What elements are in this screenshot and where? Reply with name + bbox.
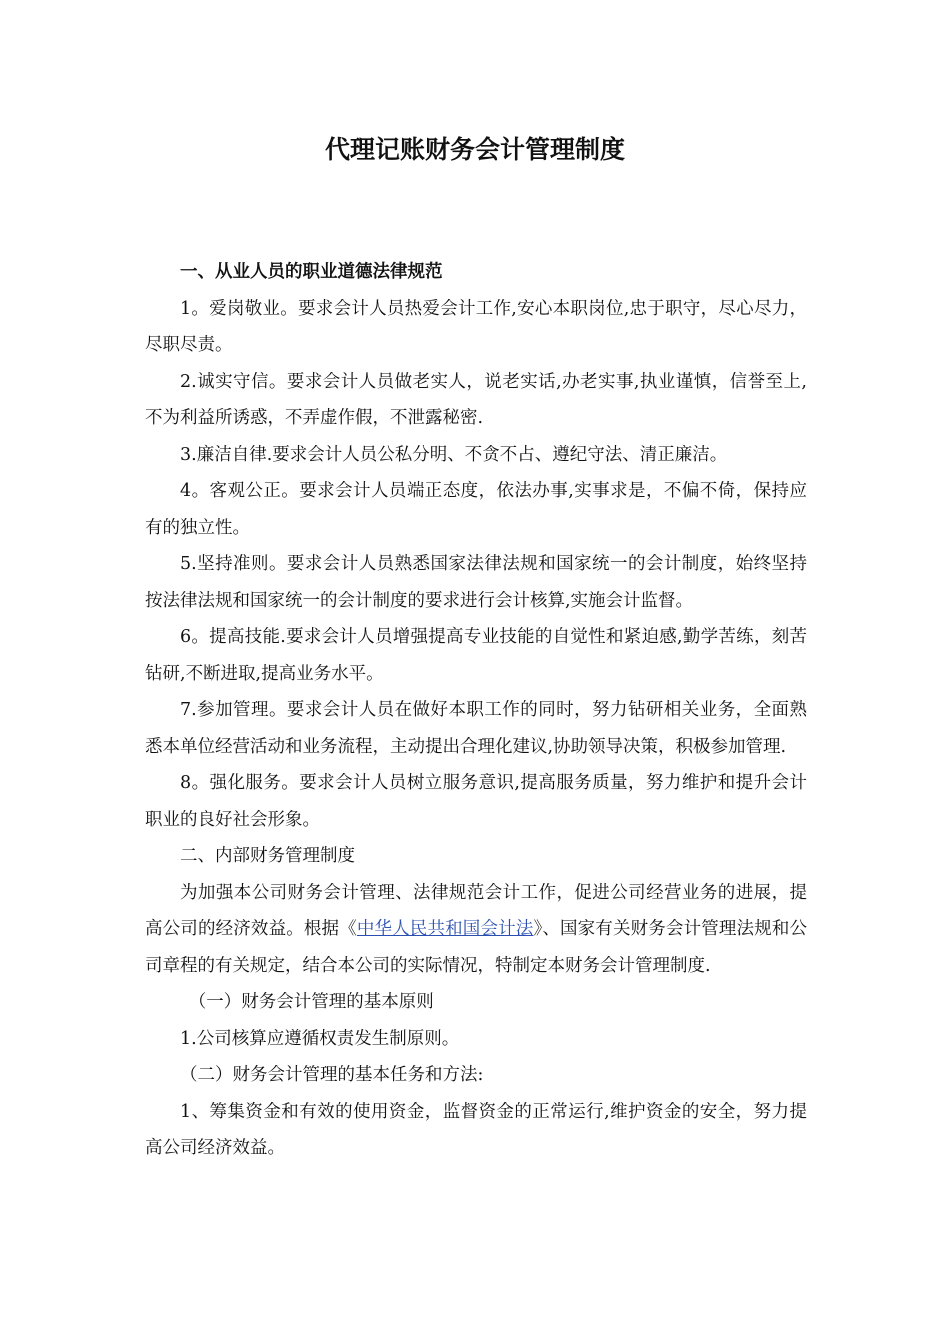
section-heading-1: 一、从业人员的职业道德法律规范 <box>180 262 443 282</box>
paragraph-item-6: 6。提高技能.要求会计人员增强提高专业技能的自觉性和紧迫感,勤学苦练，刻苦钻研,不断进取,提高业务水平。 <box>145 627 807 684</box>
document-title: 代理记账财务会计管理制度 <box>324 135 625 164</box>
document-body <box>145 254 807 1167</box>
paragraph-item-7: 7.参加管理。要求会计人员在做好本职工作的同时，努力钻研相关业务，全面熟悉本单位经营活动和业务流程，主动提出合理化建议,协助领导决策，积极参加管理. <box>145 700 807 757</box>
accounting-law-link[interactable]: 中华人民共和国会计法 <box>356 919 534 939</box>
paragraph-item-3: 3.廉洁自律.要求会计人员公私分明、不贪不占、遵纪守法、清正廉洁。 <box>180 444 728 465</box>
paragraph-item-1: 1。爱岗敬业。要求会计人员热爱会计工作,安心本职岗位,忠于职守，尽心尽力，尽职尽责。 <box>145 298 807 355</box>
paragraph-item-8: 8。强化服务。要求会计人员树立服务意识,提高服务质量，努力维护和提升会计职业的良好社会形象。 <box>145 773 807 830</box>
intro-text-before-link: 为加强本公司财务会计管理、法律规范会计工作，促进公司经营业务的进展，提高公司的经济效益。根据《 <box>145 882 807 939</box>
paragraph-item-2: 2.诚实守信。要求会计人员做老实人，说老实话,办老实事,执业谨慎，信誉至上,不为利益所诱惑，不弄虚作假，不泄露秘密. <box>145 371 807 428</box>
intro-text-after-link: 》、国家有关财务会计管理法规和公司章程的有关规定，结合本公司的实际情况，特制定本财务会计管理制度. <box>145 919 808 976</box>
paragraph-item-4: 4。客观公正。要求会计人员端正态度，依法办事,实事求是，不偏不倚，保持应有的独立性。 <box>145 481 807 538</box>
subsection2-item-1: 1、筹集资金和有效的使用资金，监督资金的正常运行,维护资金的安全，努力提高公司经济效益。 <box>145 1101 807 1158</box>
section-heading-2: 二、内部财务管理制度 <box>180 846 355 866</box>
subsection-heading-1: （一）财务会计管理的基本原则 <box>188 992 434 1012</box>
subsection-heading-2: （二）财务会计管理的基本任务和方法: <box>180 1065 484 1085</box>
section2-intro-paragraph <box>145 875 807 985</box>
subsection1-item-1: 1.公司核算应遵循权责发生制原则。 <box>180 1028 460 1049</box>
paragraph-item-5: 5.坚持准则。要求会计人员熟悉国家法律法规和国家统一的会计制度，始终坚持按法律法规和国家统一的会计制度的要求进行会计核算,实施会计监督。 <box>145 554 807 611</box>
